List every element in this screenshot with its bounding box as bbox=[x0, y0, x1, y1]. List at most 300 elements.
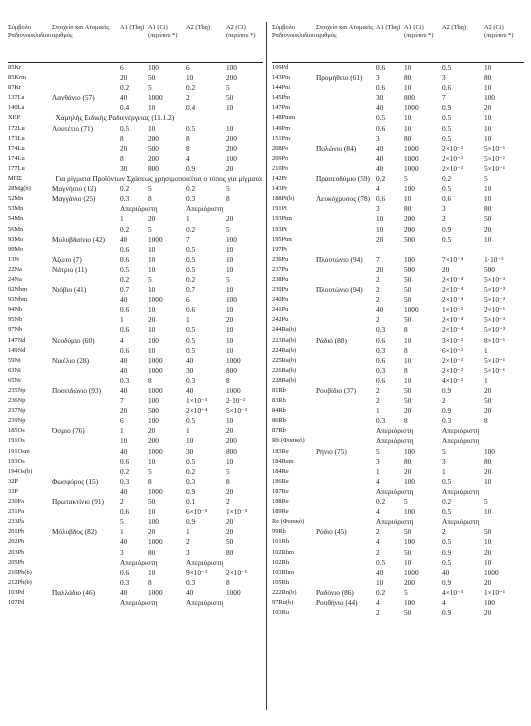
a1-ci: 1000 bbox=[148, 295, 163, 305]
a2-tbq: 0.5 bbox=[186, 456, 196, 466]
a1-tbq: 0.3 bbox=[120, 577, 130, 587]
nuclide-symbol: 102Rh bbox=[272, 558, 290, 566]
a2-ci: 10 bbox=[484, 63, 492, 72]
table-row bbox=[8, 467, 263, 477]
a2-tbq: 8 bbox=[186, 143, 190, 153]
a2-tbq: 0.5 bbox=[186, 416, 196, 426]
nuclide-symbol: 239Pu bbox=[272, 286, 289, 294]
a1-tbq: 0.5 bbox=[120, 123, 130, 133]
a1-tbq: 4 bbox=[376, 476, 380, 486]
a1-tbq: 3 bbox=[376, 204, 380, 214]
table-row bbox=[8, 497, 263, 507]
header-element: Στοιχείο και Ατομικός αριθμός bbox=[316, 24, 373, 39]
a2-ci: 20 bbox=[484, 224, 492, 234]
element-name: Νεοδύμιο (60) bbox=[52, 335, 95, 345]
header-a2-tbq: A2 (Tbq) bbox=[186, 24, 210, 31]
a2-tbq: Απεριόριστη bbox=[442, 517, 480, 527]
a1-tbq: 0.2 bbox=[120, 274, 130, 284]
nuclide-symbol: 81Rb bbox=[272, 387, 286, 394]
a1-ci: 20 bbox=[148, 315, 156, 325]
a1-ci: 8 bbox=[148, 476, 152, 486]
nuclide-symbol: Rb (Φυσικό) bbox=[272, 437, 305, 445]
a2-ci: 200 bbox=[226, 133, 237, 143]
element-name: Μαγνήσιο (12) bbox=[52, 184, 97, 194]
table-row bbox=[272, 235, 524, 245]
a1-ci: 800 bbox=[404, 93, 415, 103]
a2-tbq: 0.3 bbox=[442, 416, 452, 426]
a1-ci: 100 bbox=[148, 416, 159, 426]
a2-ci: 100 bbox=[226, 234, 237, 244]
nuclide-symbol: 94Nb bbox=[8, 306, 23, 314]
nuclide-symbol: 184Re bbox=[272, 467, 289, 475]
a1-ci: 5 bbox=[148, 274, 152, 284]
a2-ci: 10 bbox=[484, 133, 492, 143]
a2-ci: 10 bbox=[484, 184, 492, 194]
a2-tbq: 2 bbox=[442, 396, 446, 406]
table-row bbox=[272, 63, 524, 73]
a2-tbq: 0.2 bbox=[186, 274, 196, 284]
nuclide-symbol: 97Ru(b) bbox=[272, 598, 294, 606]
element-name: Νάτριο (11) bbox=[52, 264, 87, 274]
a1-tbq: 2 bbox=[376, 547, 380, 557]
a1-ci: 100 bbox=[148, 517, 159, 527]
a1-ci: 50 bbox=[404, 396, 412, 406]
a2-tbq: 0.5 bbox=[442, 234, 452, 244]
a2-tbq: 6 bbox=[186, 63, 190, 72]
nuclide-symbol: 241Pu bbox=[272, 306, 289, 314]
a1-tbq: 20 bbox=[120, 406, 128, 416]
element-name: Ρόδιο (45) bbox=[316, 527, 347, 537]
nuclide-symbol: 191Os bbox=[8, 437, 25, 445]
table-row bbox=[8, 386, 263, 396]
a2-ci: 20 bbox=[226, 486, 234, 496]
a2-tbq: 7 bbox=[186, 234, 190, 244]
nuclide-symbol: 54Mn bbox=[8, 215, 24, 223]
table-row bbox=[8, 255, 263, 265]
a2-tbq: 4 bbox=[442, 597, 446, 607]
table-row bbox=[272, 356, 524, 366]
a1-ci: 5 bbox=[148, 224, 152, 234]
a1-ci: 500 bbox=[404, 234, 415, 244]
a1-tbq: 0.3 bbox=[376, 416, 386, 426]
a1-ci: 50 bbox=[404, 295, 412, 305]
a1-tbq: 0.6 bbox=[120, 244, 130, 254]
left-table-body bbox=[8, 63, 263, 608]
nuclide-symbol: 177Lu bbox=[8, 164, 25, 172]
table-row bbox=[8, 436, 263, 446]
table-row bbox=[8, 366, 263, 376]
a2-tbq: 0.5 bbox=[442, 476, 452, 486]
a1-tbq: 0.6 bbox=[120, 345, 130, 355]
a1-tbq: 20 bbox=[120, 143, 128, 153]
a1-tbq: 1 bbox=[376, 406, 380, 416]
a1-tbq: 1 bbox=[120, 527, 124, 537]
a1-tbq: 0.6 bbox=[120, 325, 130, 335]
nuclide-symbol: 99Rh bbox=[272, 528, 286, 536]
left-table bbox=[8, 22, 263, 608]
a2-ci: 1 bbox=[484, 375, 488, 385]
a1-ci: 500 bbox=[148, 143, 159, 153]
header-a1-ci: A1 (Ci) (περίπου *) bbox=[148, 24, 178, 39]
a2-tbq: 10 bbox=[186, 436, 194, 446]
a1-tbq: 40 bbox=[376, 103, 384, 113]
a1-tbq: Απεριόριστη bbox=[376, 436, 414, 446]
a1-ci: 500 bbox=[404, 264, 415, 274]
a1-tbq: 0.6 bbox=[120, 456, 130, 466]
a2-tbq: 10 bbox=[186, 73, 194, 83]
a2-tbq: 2×10⁻⁴ bbox=[442, 325, 464, 335]
a2-ci: 5×10⁻³ bbox=[226, 406, 248, 416]
table-row bbox=[272, 376, 524, 386]
a2-ci: 2·10⁻² bbox=[226, 396, 246, 406]
a2-ci: 50 bbox=[226, 93, 234, 103]
a2-ci: 5 bbox=[484, 174, 488, 184]
element-name: Πρωτακτίνιο (91) bbox=[52, 497, 104, 507]
table-row bbox=[8, 406, 263, 416]
nuclide-symbol: 184Rem bbox=[272, 457, 294, 465]
a2-tbq: 6 bbox=[186, 295, 190, 305]
a2-tbq: 3 bbox=[442, 456, 446, 466]
a1-tbq: 6 bbox=[120, 416, 124, 426]
a1-ci: 10 bbox=[148, 305, 156, 315]
a1-tbq: 1 bbox=[120, 315, 124, 325]
a2-ci: 10 bbox=[484, 194, 492, 204]
a2-tbq: 0.1 bbox=[186, 497, 196, 507]
a1-tbq: 2 bbox=[376, 386, 380, 395]
a2-tbq: 0.5 bbox=[442, 63, 452, 72]
a2-tbq: 0.3 bbox=[186, 476, 196, 486]
nuclide-symbol: 189Re bbox=[272, 508, 289, 516]
a1-ci: 80 bbox=[404, 204, 412, 214]
table-row bbox=[272, 315, 524, 325]
a1-tbq: Απεριόριστη bbox=[120, 204, 158, 214]
table-row bbox=[272, 406, 524, 416]
table-row bbox=[272, 225, 524, 235]
a2-tbq: 2×10⁻⁴ bbox=[442, 274, 464, 284]
a2-ci: 80 bbox=[226, 547, 234, 557]
left-table-header bbox=[8, 22, 263, 63]
nuclide-symbol: 103Ru bbox=[272, 609, 290, 617]
a1-ci: 50 bbox=[404, 315, 412, 325]
header-element: Στοιχείο και Ατομικός αριθμός bbox=[52, 24, 109, 39]
a1-tbq: 7 bbox=[376, 254, 380, 264]
table-row bbox=[272, 103, 524, 113]
table-row bbox=[272, 537, 524, 547]
nuclide-symbol: 209Po bbox=[272, 154, 289, 162]
a2-ci: 200 bbox=[226, 73, 237, 83]
table-row bbox=[8, 144, 263, 154]
a2-tbq: 0.9 bbox=[442, 406, 452, 416]
table-row bbox=[272, 457, 524, 467]
table-row bbox=[272, 93, 524, 103]
a1-tbq: 40 bbox=[120, 446, 128, 456]
nuclide-symbol: 53Mn bbox=[8, 205, 24, 213]
a1-ci: 1000 bbox=[148, 355, 163, 365]
table-row bbox=[272, 467, 524, 477]
a2-ci: 20 bbox=[226, 426, 234, 436]
table-row bbox=[272, 204, 524, 214]
table-row bbox=[272, 447, 524, 457]
table-row bbox=[8, 285, 263, 295]
nuclide-symbol: 149Nd bbox=[8, 346, 26, 354]
a2-ci: 2 bbox=[226, 497, 230, 507]
a1-tbq: 40 bbox=[376, 153, 384, 163]
element-name: Ρήνιο (75) bbox=[316, 446, 347, 456]
element-name: Φωσφόρος (15) bbox=[52, 476, 99, 486]
header-a1-tbq: A1 (Tbq) bbox=[376, 24, 400, 31]
a2-ci: 20 bbox=[226, 163, 234, 173]
a2-ci: 200 bbox=[226, 436, 237, 446]
a1-tbq: Απεριόριστη bbox=[120, 597, 158, 607]
a1-tbq: 40 bbox=[120, 295, 128, 305]
a2-ci: 800 bbox=[226, 365, 237, 375]
a2-tbq: 2×10⁻⁴ bbox=[442, 295, 464, 305]
nuclide-symbol: 33P bbox=[8, 487, 18, 495]
a2-ci: 2×10⁻¹ bbox=[484, 305, 506, 315]
a1-tbq: 10 bbox=[376, 577, 384, 587]
a1-ci: 8 bbox=[404, 325, 408, 335]
a2-tbq: 0.7 bbox=[186, 285, 196, 295]
nuclide-symbol: 235Np bbox=[8, 387, 26, 394]
a2-ci: 10 bbox=[226, 416, 234, 426]
a2-tbq: Απεριόριστη bbox=[186, 597, 224, 607]
a2-ci: 100 bbox=[484, 597, 495, 607]
table-row bbox=[8, 83, 263, 93]
a2-tbq: 0.5 bbox=[186, 325, 196, 335]
a1-tbq: 10 bbox=[376, 224, 384, 234]
a2-tbq: 0.5 bbox=[442, 507, 452, 517]
a1-ci: 100 bbox=[404, 184, 415, 194]
nuclide-symbol: 109Pd bbox=[272, 64, 289, 71]
table-row bbox=[8, 578, 263, 588]
nuclide-symbol: 87Rb bbox=[272, 427, 286, 435]
table-row bbox=[272, 477, 524, 487]
a2-tbq: 40 bbox=[186, 587, 194, 597]
a2-ci: 5 bbox=[226, 466, 230, 476]
a2-ci: 5×10⁻³ bbox=[484, 315, 506, 325]
a2-tbq: 2 bbox=[186, 93, 190, 103]
a2-ci: 8 bbox=[226, 194, 230, 204]
a2-ci: 100 bbox=[484, 446, 495, 456]
nuclide-symbol: 65Ni bbox=[8, 376, 21, 384]
table-row bbox=[272, 73, 524, 83]
nuclide-symbol: 28Mg(b) bbox=[8, 185, 31, 193]
a2-tbq: 4 bbox=[186, 153, 190, 163]
table-row bbox=[8, 315, 263, 325]
a1-ci: 10 bbox=[404, 375, 412, 385]
a1-tbq: 40 bbox=[120, 386, 128, 395]
table-row bbox=[272, 194, 524, 204]
a1-tbq: 40 bbox=[120, 587, 128, 597]
a2-tbq: 0.2 bbox=[186, 224, 196, 234]
table-row bbox=[8, 487, 263, 497]
a2-tbq: 3×10⁻² bbox=[442, 335, 464, 345]
right-table bbox=[272, 22, 524, 618]
a1-ci: 100 bbox=[404, 476, 415, 486]
nuclide-symbol: 244Ra(b) bbox=[272, 326, 297, 334]
nuclide-symbol: 101Rh bbox=[272, 538, 290, 546]
a1-ci: 10 bbox=[148, 325, 156, 335]
a1-tbq: 0.2 bbox=[120, 224, 130, 234]
a2-tbq: 40 bbox=[442, 567, 450, 577]
a2-ci: 10 bbox=[226, 325, 234, 335]
a2-tbq: 2×10⁻⁴ bbox=[442, 285, 464, 295]
table-row bbox=[8, 174, 263, 184]
a2-tbq: 8 bbox=[186, 133, 190, 143]
header-a2-tbq: A2 (Tbq) bbox=[442, 24, 466, 31]
a2-ci: 1000 bbox=[226, 355, 241, 365]
a2-ci: 5×10⁻³ bbox=[484, 325, 506, 335]
a2-ci: 5 bbox=[226, 83, 230, 93]
nuclide-symbol: 149Pm bbox=[272, 124, 291, 132]
a1-tbq: 2 bbox=[376, 274, 380, 284]
nuclide-symbol: 222Rn(b) bbox=[272, 588, 297, 596]
a1-ci: 50 bbox=[404, 285, 412, 295]
a1-ci: 1000 bbox=[148, 386, 163, 395]
nuclide-symbol: 242Pu bbox=[272, 316, 289, 324]
a2-tbq: 40 bbox=[186, 386, 194, 395]
a2-ci: 10 bbox=[484, 83, 492, 93]
table-row bbox=[8, 558, 263, 568]
nuclide-symbol: 93Nbm bbox=[8, 296, 28, 304]
a2-tbq: 1 bbox=[186, 527, 190, 537]
a2-tbq: 0.5 bbox=[186, 244, 196, 254]
table-row bbox=[272, 396, 524, 406]
a2-ci: 1×10⁻¹ bbox=[484, 587, 506, 597]
a1-tbq: 2 bbox=[376, 396, 380, 406]
nuclide-symbol: 173Lu bbox=[8, 134, 25, 142]
table-row bbox=[272, 527, 524, 537]
table-row bbox=[272, 83, 524, 93]
nuclide-symbol: 97Nb bbox=[8, 326, 23, 334]
a1-ci: 1000 bbox=[148, 537, 163, 547]
nuclide-symbol: 56Mn bbox=[8, 225, 24, 233]
element-name: Όσμιο (76) bbox=[52, 426, 85, 436]
table-row bbox=[8, 336, 263, 346]
a1-tbq: 40 bbox=[120, 537, 128, 547]
a2-tbq: 6×10⁻² bbox=[442, 345, 464, 355]
a1-tbq: 0.5 bbox=[376, 557, 386, 567]
a2-tbq: 2×10⁻² bbox=[442, 355, 464, 365]
table-row bbox=[8, 568, 263, 578]
table-row bbox=[272, 487, 524, 497]
a2-ci: 500 bbox=[484, 264, 495, 274]
a2-ci: 10 bbox=[226, 244, 234, 254]
element-name: Νικέλιο (28) bbox=[52, 355, 90, 365]
a1-ci: 1000 bbox=[148, 365, 163, 375]
a2-ci: 5×10⁻¹ bbox=[484, 153, 506, 163]
a1-ci: 100 bbox=[404, 507, 415, 517]
a2-tbq: 0.2 bbox=[186, 83, 196, 93]
table-row bbox=[8, 507, 263, 517]
nuclide-symbol: 212Pb(b) bbox=[8, 578, 32, 586]
a1-tbq: 0.4 bbox=[120, 103, 130, 113]
table-row bbox=[272, 366, 524, 376]
a2-ci: 10 bbox=[226, 264, 234, 274]
a1-ci: 5 bbox=[404, 497, 408, 507]
nuclide-symbol: 193Pt bbox=[272, 225, 287, 233]
nuclide-symbol: 238Pu bbox=[272, 275, 289, 283]
a2-tbq: 2×10⁻² bbox=[442, 365, 464, 375]
element-name: Πλουτώνιο (94) bbox=[316, 285, 363, 295]
table-row bbox=[272, 134, 524, 144]
a1-tbq: 40 bbox=[120, 486, 128, 496]
table-row bbox=[272, 426, 524, 436]
a1-ci: 8 bbox=[404, 345, 408, 355]
a2-ci: 10 bbox=[226, 305, 234, 315]
a2-ci: 100 bbox=[226, 295, 237, 305]
a1-tbq: 4 bbox=[376, 537, 380, 547]
a1-tbq: 40 bbox=[376, 567, 384, 577]
a1-ci: 80 bbox=[148, 547, 156, 557]
a1-tbq: 8 bbox=[120, 153, 124, 163]
table-row bbox=[8, 477, 263, 487]
nuclide-symbol: Re (Φυσικό) bbox=[272, 518, 305, 526]
table-row bbox=[272, 295, 524, 305]
a2-ci: 80 bbox=[484, 73, 492, 83]
nuclide-symbol: 143Pr bbox=[272, 185, 288, 193]
table-row bbox=[8, 376, 263, 386]
element-name: Μαγγάνιο (25) bbox=[52, 194, 96, 204]
a2-tbq: 0.9 bbox=[186, 163, 196, 173]
a1-tbq: 0.3 bbox=[120, 375, 130, 385]
a2-tbq: 0.5 bbox=[442, 133, 452, 143]
nuclide-symbol: 85Krm bbox=[8, 74, 27, 82]
nuclide-symbol: 144Pm bbox=[272, 84, 291, 92]
a2-tbq: 5 bbox=[442, 446, 446, 456]
table-row bbox=[272, 578, 524, 588]
a2-tbq: 2×10⁻² bbox=[442, 143, 464, 153]
nuclide-symbol: 147Pm bbox=[272, 104, 291, 112]
a1-tbq: 6 bbox=[120, 63, 124, 72]
a2-tbq: 2×10⁻⁴ bbox=[442, 315, 464, 325]
a2-tbq: Απεριόριστη bbox=[442, 436, 480, 446]
a2-tbq: 0.9 bbox=[442, 386, 452, 395]
table-row bbox=[272, 325, 524, 335]
a1-tbq: 0.6 bbox=[376, 63, 386, 72]
a2-tbq: 4×10⁻² bbox=[442, 375, 464, 385]
a1-ci: 10 bbox=[148, 456, 156, 466]
a1-ci: 1000 bbox=[404, 143, 419, 153]
a2-tbq: Απεριόριστη bbox=[186, 204, 224, 214]
a1-ci: 1000 bbox=[404, 567, 419, 577]
table-row bbox=[272, 265, 524, 275]
table-row bbox=[272, 436, 524, 446]
a1-tbq: 3 bbox=[376, 133, 380, 143]
a1-ci: 10 bbox=[148, 345, 156, 355]
element-name: Χαμηλής Ειδικής Ραδιενέργειας (11.1.2) bbox=[55, 113, 175, 123]
a1-tbq: Απεριόριστη bbox=[376, 426, 414, 436]
a2-tbq: Απεριόριστη bbox=[442, 426, 480, 436]
a1-tbq: 5 bbox=[120, 517, 124, 527]
nuclide-symbol: 32P bbox=[8, 477, 18, 485]
a1-tbq: 2 bbox=[376, 527, 380, 537]
a1-ci: 10 bbox=[404, 194, 412, 204]
a2-tbq: 0.5 bbox=[186, 264, 196, 274]
a2-tbq: 0.2 bbox=[186, 466, 196, 476]
a2-tbq: 0.5 bbox=[186, 345, 196, 355]
table-row bbox=[272, 255, 524, 265]
a1-tbq: 1 bbox=[120, 426, 124, 436]
table-row bbox=[272, 285, 524, 295]
a1-tbq: 3 bbox=[376, 73, 380, 83]
a1-tbq: 2 bbox=[120, 497, 124, 507]
a1-ci: 80 bbox=[404, 133, 412, 143]
a1-ci: 50 bbox=[404, 547, 412, 557]
a2-tbq: 0.5 bbox=[442, 113, 452, 123]
a2-tbq: Απεριόριστη bbox=[442, 486, 480, 496]
a2-tbq: 0.2 bbox=[442, 497, 452, 507]
